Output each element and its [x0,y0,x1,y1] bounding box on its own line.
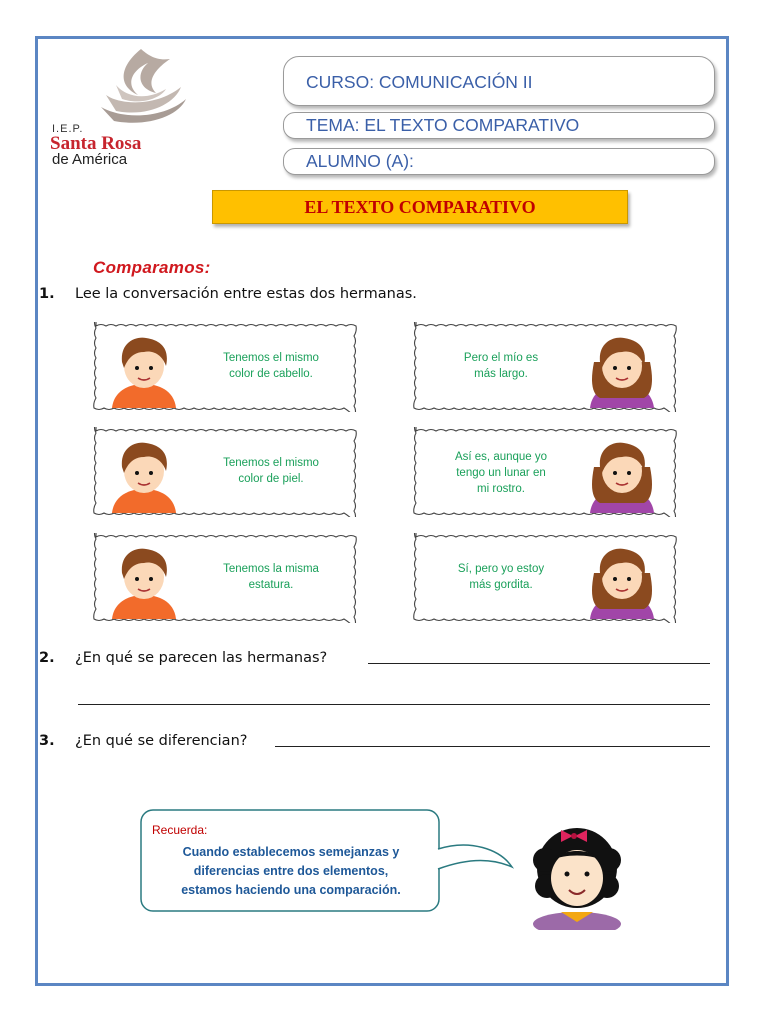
dialogue-card [412,322,678,412]
dialogue-text [196,561,346,593]
dialogue-line: más gordita. [469,579,533,591]
dialogue-card [92,427,358,517]
question-number: 3. [39,733,55,749]
dialogue-text [426,561,576,593]
recuerda-title: Recuerda: [152,823,208,837]
dialogue-line: color de cabello. [229,368,313,380]
dialogue-line: tengo un lunar en [456,467,546,479]
question-number: 2. [39,650,55,666]
dialogue-card [92,322,358,412]
alumno-field[interactable]: ALUMNO (A): [283,148,715,175]
dialogue-line: más largo. [474,368,528,380]
dialogue-line: Sí, pero yo estoy [457,563,545,575]
logo-school-subtitle: de América [52,151,128,168]
school-logo [52,45,212,175]
girl-illustration-icon [582,543,662,623]
curso-field: CURSO: COMUNICACIÓN II [283,56,715,106]
girl-illustration-icon [582,437,662,517]
flame-logo-icon [86,45,196,125]
question-number: 1. [39,286,55,302]
question-text: Lee la conversación entre estas dos hermanas. [75,286,417,302]
logo-iep: I.E.P. [52,123,84,135]
dialogue-card [412,427,678,517]
dialogue-line: mi rostro. [477,483,525,495]
recuerda-line: diferencias entre dos elementos, [193,864,389,878]
answer-line-2a[interactable] [368,663,710,664]
dialogue-card [92,533,358,623]
dialogue-line: Tenemos el mismo [223,352,319,364]
section-title: Comparamos: [93,258,211,277]
title-banner: EL TEXTO COMPARATIVO [212,190,628,224]
dialogue-line: color de piel. [238,473,304,485]
recuerda-line: estamos haciendo una comparación. [181,883,401,897]
recuerda-line: Cuando establecemos semejanzas y [182,845,400,859]
dialogue-line: Tenemos el mismo [223,457,319,469]
dialogue-line: estatura. [248,579,294,591]
tema-field: TEMA: EL TEXTO COMPARATIVO [283,112,715,139]
logo-school-name: Santa Rosa [50,133,142,154]
dialogue-line: Así es, aunque yo [454,451,548,463]
dialogue-text [196,455,346,487]
recuerda-bubble [140,809,440,912]
girl-illustration-icon [104,437,184,517]
girl-illustration-icon [104,332,184,412]
mafalda-girl-icon [517,820,637,930]
dialogue-text [426,449,576,497]
question-text: ¿En qué se parecen las hermanas? [75,650,328,666]
answer-line-2b[interactable] [78,704,710,705]
question-text: ¿En qué se diferencian? [75,733,248,749]
dialogue-line: Tenemos la misma [223,563,319,575]
recuerda-text [150,843,432,900]
dialogue-text [196,350,346,382]
answer-line-3[interactable] [275,746,710,747]
dialogue-line: Pero el mío es [463,352,539,364]
dialogue-text [426,350,576,382]
dialogue-card [412,533,678,623]
girl-illustration-icon [104,543,184,623]
girl-illustration-icon [582,332,662,412]
